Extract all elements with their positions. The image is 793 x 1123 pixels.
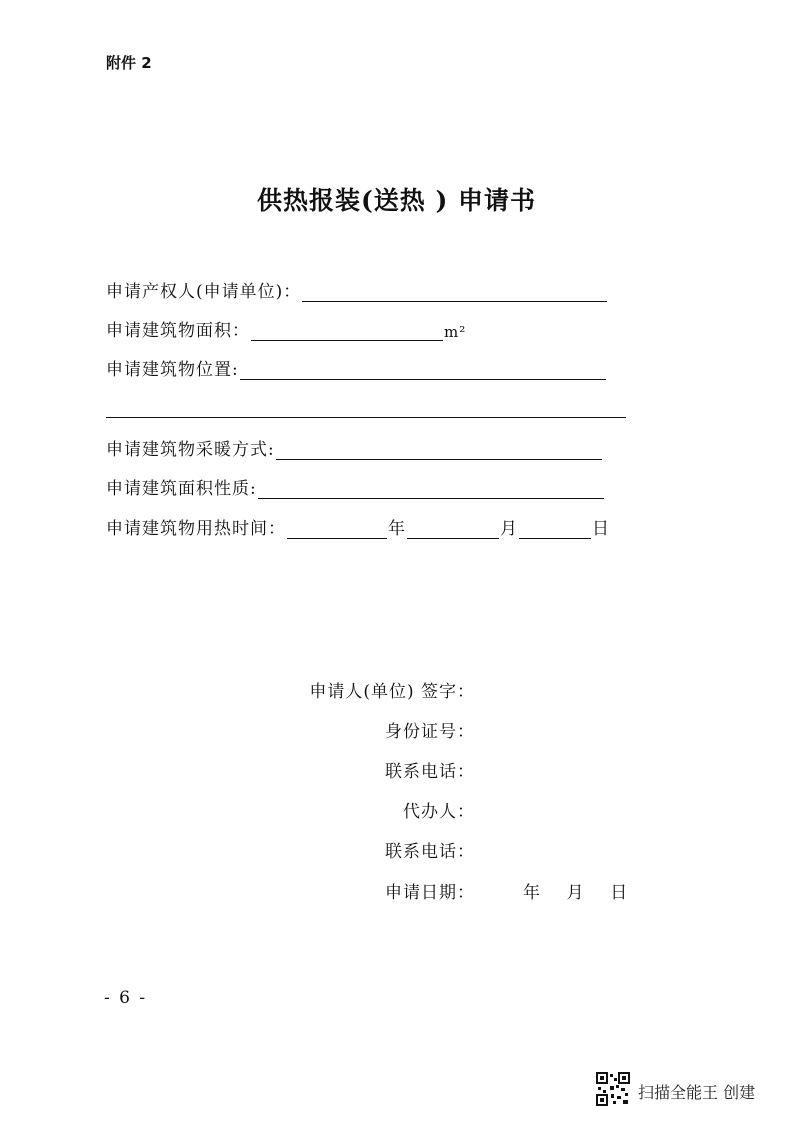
id-number-label: 身份证号：: [385, 722, 475, 742]
area-unit: m²: [444, 323, 467, 341]
heat-time-label: 申请建筑物用热时间：: [106, 519, 286, 539]
phone-label-2: 联系电话：: [385, 842, 475, 862]
location-blank-line-2[interactable]: [106, 417, 626, 418]
year-label: 年: [388, 519, 406, 539]
month-label: 月: [500, 519, 518, 539]
area-label: 申请建筑物面积：: [106, 321, 250, 341]
owner-blank[interactable]: [302, 283, 607, 302]
attachment-label: 附件 2: [106, 54, 152, 72]
apply-date-fields: 年 月 日: [523, 883, 629, 903]
day-blank[interactable]: [519, 520, 591, 539]
day-label: 日: [592, 519, 610, 539]
owner-label: 申请产权人(申请单位)：: [106, 282, 302, 302]
location-label: 申请建筑物位置:: [106, 360, 239, 380]
area-nature-row: [106, 475, 605, 499]
area-nature-label: 申请建筑面积性质:: [106, 479, 257, 499]
area-nature-blank[interactable]: [258, 480, 604, 499]
heating-method-blank[interactable]: [276, 441, 602, 460]
month-blank[interactable]: [407, 520, 499, 539]
heat-time-row: [106, 515, 610, 539]
owner-row: [106, 278, 608, 302]
area-blank[interactable]: [251, 322, 443, 341]
page-number: - 6 -: [104, 988, 148, 1008]
heating-method-label: 申请建筑物采暖方式:: [106, 440, 275, 460]
year-blank[interactable]: [287, 520, 387, 539]
applicant-sign-label: 申请人(单位) 签字：: [309, 682, 475, 702]
location-blank[interactable]: [240, 361, 606, 380]
document-title: 供热报装(送热 ) 申请书: [256, 186, 537, 215]
area-row: [106, 317, 466, 341]
phone-label-1: 联系电话：: [385, 762, 475, 782]
location-row: [106, 356, 607, 380]
agent-label: 代办人：: [403, 802, 475, 822]
heating-method-row: [106, 436, 603, 460]
qr-code-icon: [596, 1072, 630, 1106]
apply-date-label: 申请日期：: [385, 883, 475, 903]
watermark-text: 扫描全能王 创建: [638, 1083, 756, 1102]
